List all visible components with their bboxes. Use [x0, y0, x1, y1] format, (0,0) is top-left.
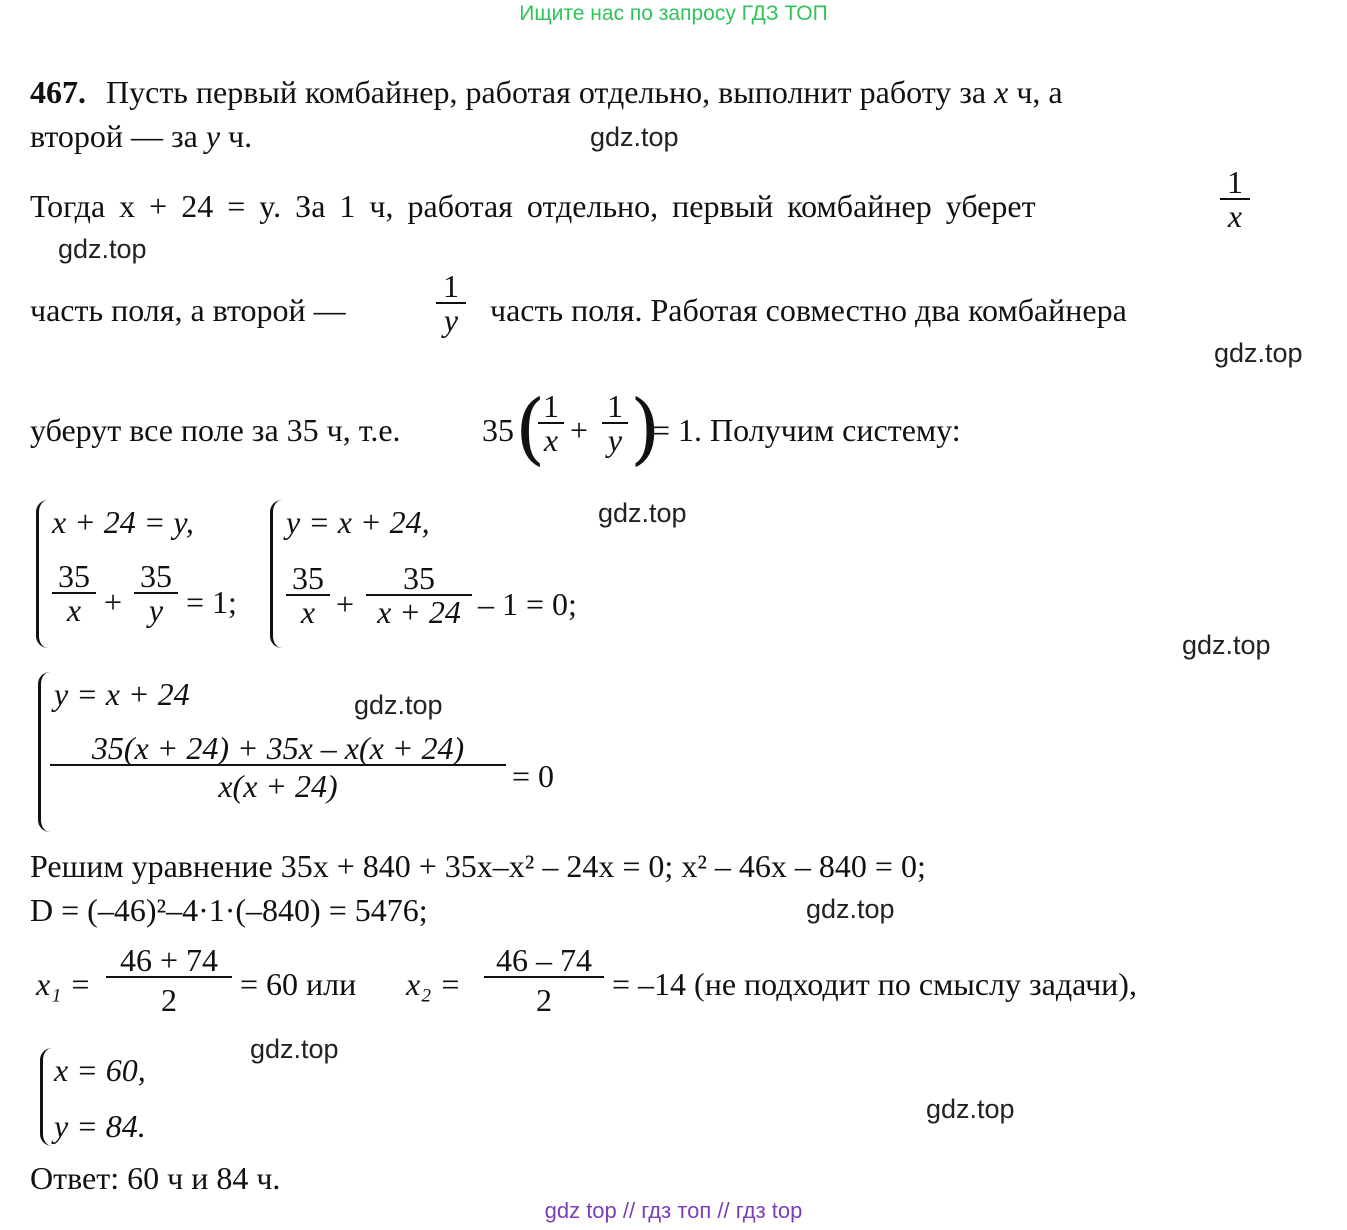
- fraction-1-over-x: $\frac{1}{x}$: [1220, 166, 1250, 232]
- right-paren: ): [630, 384, 661, 474]
- fraction-35-over-x-b: $\frac{35}{x}$: [286, 562, 330, 628]
- watermark-4: gdz.top: [598, 498, 687, 528]
- text-line-3: Тогда x + 24 = y. За 1 ч, работая отдельно, первый комбайнер уберет: [30, 188, 1036, 224]
- discriminant-line: D = (–46)²–4·1·(–840) = 5476;: [30, 892, 428, 928]
- bottom-banner: gdz top // гдз топ // гдз top: [544, 1198, 803, 1223]
- problem-number: 467.: [30, 74, 86, 110]
- watermark-3: gdz.top: [1214, 338, 1303, 368]
- system2-eq2-end: = 0: [512, 758, 555, 794]
- system-brace-1: [36, 500, 51, 648]
- system3-eq1: x = 60,: [54, 1052, 146, 1088]
- root-mid-text: = 60 или: [240, 966, 357, 1002]
- fraction-35-over-x24: $\frac{35}{x + 24}$: [366, 562, 472, 628]
- plus-sign: +: [570, 412, 589, 448]
- text-line-5a: уберут все поле за 35 ч, т.е.: [30, 412, 401, 448]
- watermark-9: gdz.top: [926, 1094, 1015, 1124]
- answer-line: Ответ: 60 ч и 84 ч.: [30, 1160, 281, 1196]
- system1b-eq1: y = x + 24,: [286, 504, 430, 540]
- text-line-5c: = 1. Получим систему:: [652, 412, 961, 448]
- root-x2-label: x₂ =: [406, 966, 461, 1002]
- fraction-35-over-x: $\frac{35}{x}$: [52, 560, 96, 626]
- watermark-1: gdz.top: [590, 122, 679, 152]
- system3-eq2: y = 84.: [54, 1108, 146, 1144]
- watermark-2: gdz.top: [58, 234, 147, 264]
- system1-plus: +: [104, 584, 123, 620]
- watermark-6: gdz.top: [354, 690, 443, 720]
- watermark-5: gdz.top: [1182, 630, 1271, 660]
- root-end-text: = –14 (не подходит по смыслу задачи),: [612, 966, 1137, 1002]
- fraction-1-over-x-b: $\frac{1}{x}$: [538, 390, 564, 456]
- system-brace-4: [40, 1048, 55, 1146]
- fraction-big: $\frac{35(x + 24) + 35x - x(x + 24)}{x(x + 24)}$: [50, 732, 506, 802]
- system2-eq1: y = x + 24: [54, 676, 190, 712]
- fraction-root2: $\frac{46 - 74}{2}$: [484, 944, 604, 1016]
- system-brace-2: [270, 500, 285, 648]
- text-line-4a: часть поля, а второй —: [30, 292, 346, 328]
- system1b-eq2-end: – 1 = 0;: [478, 586, 577, 622]
- text-line-1: Пусть первый комбайнер, работая отдельно, выполнит работу за x ч, а: [106, 74, 1063, 110]
- text-line-4b: часть поля. Работая совместно два комбайнера: [490, 292, 1127, 328]
- text-line-2: второй — за y ч.: [30, 118, 253, 154]
- root-x1-label: x₁ =: [36, 966, 91, 1002]
- system1b-plus: +: [336, 586, 355, 622]
- top-banner: Ищите нас по запросу ГДЗ ТОП: [519, 2, 828, 25]
- fraction-35-over-y: $\frac{35}{y}$: [134, 560, 178, 626]
- system1-eq1: x + 24 = y,: [52, 504, 194, 540]
- watermark-8: gdz.top: [250, 1034, 339, 1064]
- fraction-1-over-y: $\frac{1}{y}$: [436, 270, 466, 336]
- fraction-root1: $\frac{46 + 74}{2}$: [106, 944, 232, 1016]
- solve-line: Решим уравнение 35x + 840 + 35x–x² – 24x = 0; x² – 46x – 840 = 0;: [30, 848, 926, 884]
- fraction-1-over-y-b: $\frac{1}{y}$: [602, 390, 628, 456]
- watermark-7: gdz.top: [806, 894, 895, 924]
- left-paren: (: [515, 384, 546, 474]
- system1-eq2-end: = 1;: [186, 584, 237, 620]
- coef-35: 35: [482, 412, 514, 448]
